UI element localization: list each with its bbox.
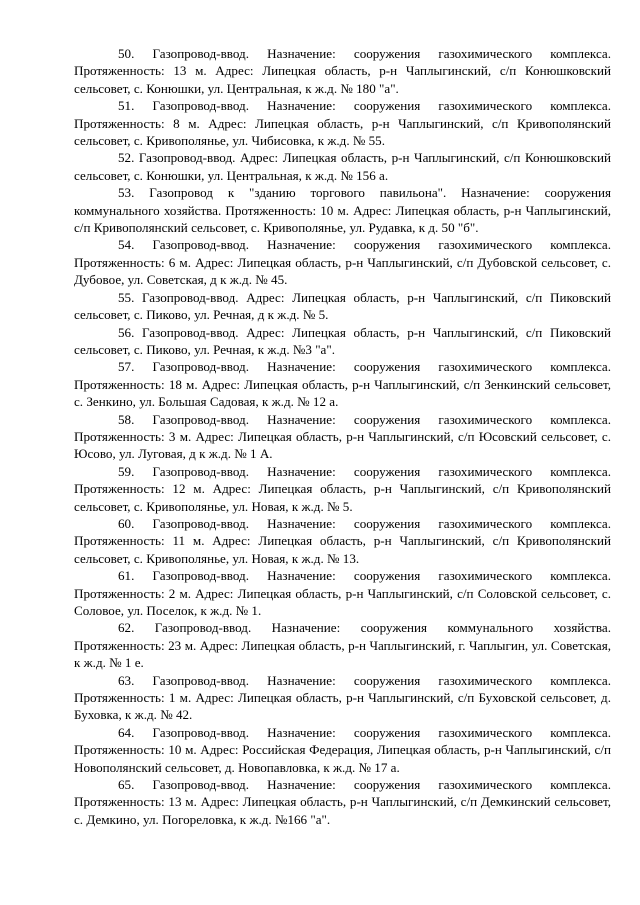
list-item: 54. Газопровод-ввод. Назначение: сооружения газохимического комплекса. Протяженность: 6 м. Адрес: Липецкая область, р-н Чаплыгинский, с/п Дубовской сельсовет, с. Дубовое, ул. Советская, д к ж.д. № 45. [74,237,611,288]
list-item: 52. Газопровод-ввод. Адрес: Липецкая область, р-н Чаплыгинский, с/п Конюшковский сельсовет, с. Конюшки, ул. Центральная, к ж.д. № 156 а. [74,150,611,183]
document-page [74,45,611,828]
list-item: 55. Газопровод-ввод. Адрес: Липецкая область, р-н Чаплыгинский, с/п Пиковский сельсовет, с. Пиково, ул. Речная, д к ж.д. № 5. [74,289,611,323]
list-item: 63. Газопровод-ввод. Назначение: сооружения газохимического комплекса. Протяженность: 1 м. Адрес: Липецкая область, р-н Чаплыгинский, с/п Буховской сельсовет, д. Буховка, к ж.д. № 42. [74,672,611,723]
list-item: 65. Газопровод-ввод. Назначение: сооружения газохимического комплекса. Протяженность: 13 м. Адрес: Липецкая область, р-н Чаплыгинский, с/п Демкинский сельсовет, с. Демкино, ул. Погореловка, к ж.д. №166 "а". [74,777,611,827]
list-item: 61. Газопровод-ввод. Назначение: сооружения газохимического комплекса. Протяженность: 2 м. Адрес: Липецкая область, р-н Чаплыгинский, с/п Соловской сельсовет, с. Соловое, ул. Поселок, к ж.д. № 1. [74,568,611,618]
list-item: 50. Газопровод-ввод. Назначение: сооружения газохимического комплекса. Протяженность: 13 м. Адрес: Липецкая область, р-н Чаплыгинский, с/п Конюшковский сельсовет, с. Конюшки, ул. Центральная, к ж.д. № 180 "а". [74,46,611,96]
list-item: 59. Газопровод-ввод. Назначение: сооружения газохимического комплекса. Протяженность: 12 м. Адрес: Липецкая область, р-н Чаплыгинский, с/п Кривополянский сельсовет, с. Кривополянье, ул. Новая, к ж.д. № 5. [74,463,611,514]
list-item: 51. Газопровод-ввод. Назначение: сооружения газохимического комплекса. Протяженность: 8 м. Адрес: Липецкая область, р-н Чаплыгинский, с/п Кривополянский сельсовет, с. Кривополянье, ул. Чибисовка, к ж.д. № 55. [74,98,611,149]
list-item: 62. Газопровод-ввод. Назначение: сооружения коммунального хозяйства. Протяженность: 23 м. Адрес: Липецкая область, р-н Чаплыгинский, г. Чаплыгин, ул. Советская, к ж.д. № 1 е. [74,620,611,671]
list-item: 53. Газопровод к "зданию торгового павильона". Назначение: сооружения коммунального хозяйства. Протяженность: 10 м. Адрес: Липецкая область, р-н Чаплыгинский, с/п Кривополянский сельсовет, с. Кривополянье, ул. Рудавка, к д. 50 "б". [74,185,611,236]
list-item: 58. Газопровод-ввод. Назначение: сооружения газохимического комплекса. Протяженность: 3 м. Адрес: Липецкая область, р-н Чаплыгинский, с/п Юсовский сельсовет, с. Юсово, ул. Луговая, д к ж.д. № 1 А. [74,411,611,462]
list-item: 64. Газопровод-ввод. Назначение: сооружения газохимического комплекса. Протяженность: 10 м. Адрес: Российская Федерация, Липецкая область, р-н Чаплыгинский, с/п Новополянский сельсовет, д. Новопавловка, к ж.д. № 17 а. [74,724,611,775]
list-item: 56. Газопровод-ввод. Адрес: Липецкая область, р-н Чаплыгинский, с/п Пиковский сельсовет, с. Пиково, ул. Речная, к ж.д. №3 "а". [74,324,611,357]
list-item: 57. Газопровод-ввод. Назначение: сооружения газохимического комплекса. Протяженность: 18 м. Адрес: Липецкая область, р-н Чаплыгинский, с/п Зенкинский сельсовет, с. Зенкино, ул. Большая Садовая, к ж.д. № 12 а. [74,359,611,410]
list-item: 60. Газопровод-ввод. Назначение: сооружения газохимического комплекса. Протяженность: 11 м. Адрес: Липецкая область, р-н Чаплыгинский, с/п Кривополянский сельсовет, с. Кривополянье, ул. Новая, к ж.д. № 13. [74,515,611,566]
